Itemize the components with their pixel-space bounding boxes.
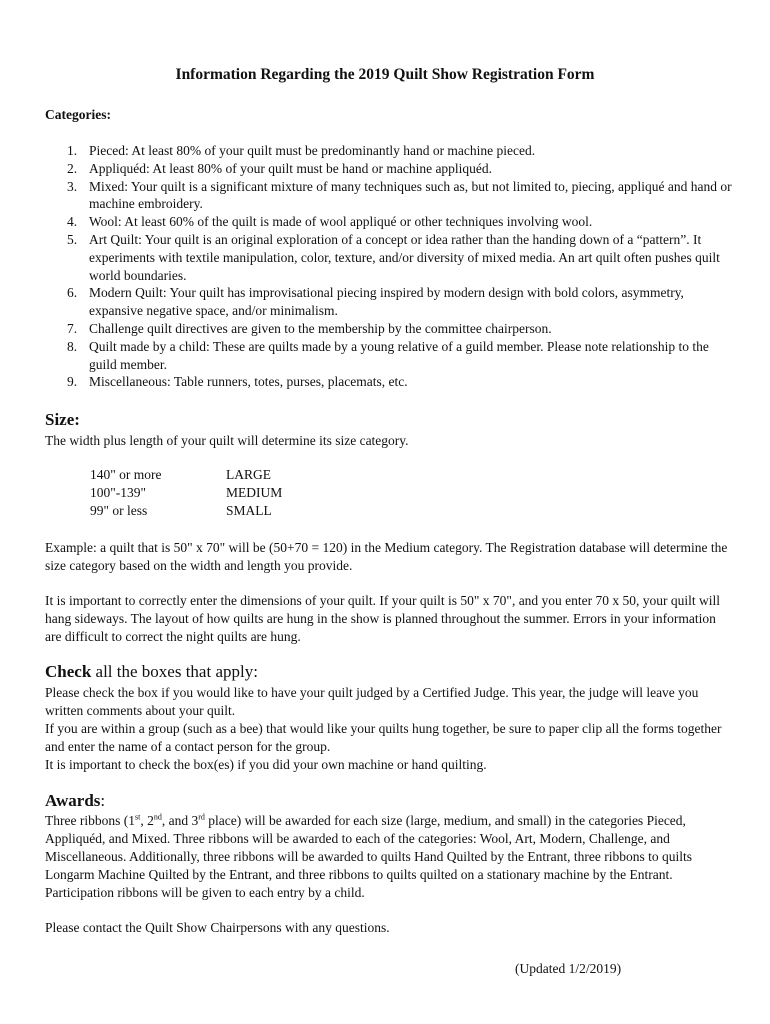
size-intro: The width plus length of your quilt will determine its size category.	[45, 433, 409, 448]
list-item	[45, 320, 735, 338]
list-item	[45, 142, 735, 160]
list-number: 1.	[67, 143, 78, 158]
size-important: It is important to correctly enter the dimensions of your quilt. If your quilt is 50" x 70", and you enter 70 x 50, your quilt will hang sideways. The layout of how quilts are hung in the show is planned throughout the summer. Errors in your information are difficult to correct the night quilts are hung.	[45, 593, 721, 644]
list-text: Art Quilt: Your quilt is an original exploration of a concept or idea rather than the handing down of a “pattern”. It experiments with textile manipulation, color, texture, and/or diversity of mixed media. An art quilt often pushes quilt world boundaries.	[89, 231, 720, 283]
list-item	[45, 160, 735, 178]
size-range: 100"-139"	[90, 485, 147, 500]
list-text: Appliquéd: At least 80% of your quilt must be hand or machine appliquéd.	[89, 160, 493, 176]
awards-heading: Awards:	[45, 791, 106, 810]
list-item	[45, 231, 735, 284]
list-number: 9.	[67, 374, 78, 390]
list-number: 7.	[67, 320, 78, 336]
contact-text: Please contact the Quilt Show Chairpersons with any questions.	[45, 920, 390, 935]
size-range: 140" or more	[90, 467, 162, 482]
list-number: 3.	[67, 178, 78, 194]
check-heading: Check all the boxes that apply:	[45, 662, 258, 681]
list-number: 8.	[67, 338, 78, 354]
list-text: Wool: At least 60% of the quilt is made of wool appliqué or other techniques involving wool.	[89, 214, 593, 230]
list-item	[45, 284, 735, 320]
size-example: Example: a quilt that is 50" x 70" will be (50+70 = 120) in the Medium category. The Registration database will determine the size category based on the width and length you provide.	[45, 540, 728, 573]
list-text: Quilt made by a child: These are quilts made by a young relative of a guild member. Please note relationship to the guild member.	[89, 338, 709, 372]
list-text: Modern Quilt: Your quilt has improvisational piecing inspired by modern design with bold colors, asymmetry, expansive negative space, and/or minimalism.	[89, 285, 684, 319]
awards-text: Three ribbons (1st, 2nd, and 3rd place) will be awarded for each size (large, medium, and small) in the categories Pieced, Appliquéd, and Mixed. Three ribbons will be awarded to each of the categories: Wool, Art, Modern, Challenge, and Miscellaneous. Additionally, three ribbons will be awarded to quilts Hand Quilted by the Entrant, three ribbons to quilts Longarm Machine Quilted by the Entrant, and three ribbons to quilts quilted on a stationary machine by the Entrant. Participation ribbons will be given to each entry by a child.	[45, 812, 693, 900]
list-number: 2.	[67, 160, 78, 176]
list-item	[45, 373, 735, 391]
list-item	[45, 338, 735, 374]
list-text: Mixed: Your quilt is a significant mixture of many techniques such as, but not limited to, piecing, appliqué and hand or machine embroidery.	[89, 178, 732, 212]
size-label: MEDIUM	[226, 485, 283, 500]
list-number: 5.	[67, 231, 78, 247]
check-quilting-text: It is important to check the box(es) if you did your own machine or hand quilting.	[45, 757, 487, 772]
size-label: SMALL	[226, 503, 272, 518]
list-text: Miscellaneous: Table runners, totes, purses, placemats, etc.	[89, 374, 408, 390]
categories-heading: Categories:	[45, 107, 111, 122]
categories-list	[45, 142, 735, 391]
list-text: Pieced: At least 80% of your quilt must be predominantly hand or machine pieced.	[89, 143, 536, 158]
size-label: LARGE	[226, 467, 271, 482]
page-title: Information Regarding the 2019 Quilt Show Registration Form	[175, 66, 595, 83]
list-item	[45, 178, 735, 214]
check-judge-text: Please check the box if you would like to have your quilt judged by a Certified Judge. This year, the judge will leave you written comments about your quilt.	[45, 685, 699, 718]
list-text: Challenge quilt directives are given to the membership by the committee chairperson.	[89, 320, 552, 336]
size-range: 99" or less	[90, 503, 148, 518]
list-number: 6.	[67, 285, 78, 301]
list-number: 4.	[67, 214, 78, 230]
list-item	[45, 213, 735, 231]
updated-date: (Updated 1/2/2019)	[515, 961, 622, 976]
check-group-text: If you are within a group (such as a bee) that would like your quilts hung together, be sure to paper clip all the forms together and enter the name of a contact person for the group.	[45, 721, 722, 754]
size-heading: Size:	[45, 410, 80, 429]
